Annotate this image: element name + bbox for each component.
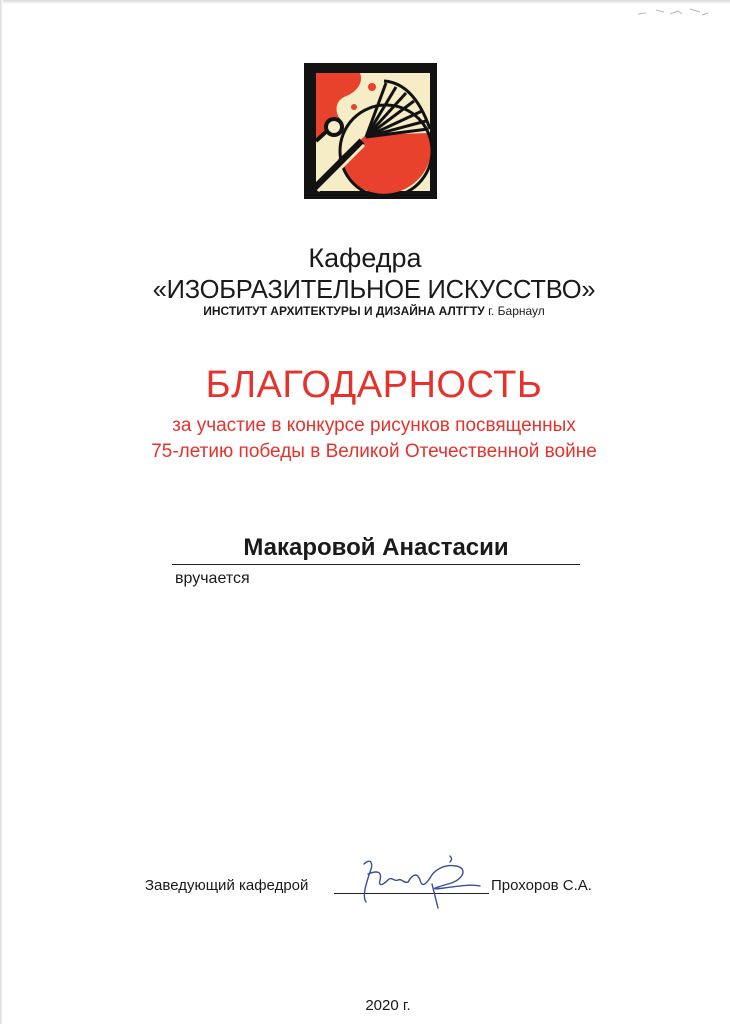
department-label: Кафедра — [308, 243, 422, 273]
signatory-name: Прохоров С.А. — [491, 877, 592, 894]
certificate-year: 2020 г. — [365, 997, 411, 1014]
awarded-label: вручается — [175, 570, 250, 587]
recipient-underline — [172, 564, 580, 565]
certificate-subtitle-line1: за участие в конкурсе рисунков посвященных — [172, 415, 576, 436]
city: г. Барнаул — [488, 304, 545, 318]
signatory-role: Заведующий кафедрой — [145, 877, 309, 894]
palette-and-brush-emblem-icon — [304, 63, 437, 199]
recipient-name: Макаровой Анастасии — [243, 534, 509, 561]
page-edge-shadow — [0, 0, 730, 4]
handwritten-signature — [348, 850, 488, 912]
department-name: «ИЗОБРАЗИТЕЛЬНОЕ ИСКУССТВО» — [152, 276, 596, 304]
scan-artifact-marks — [630, 6, 710, 18]
page-edge-shadow-left — [0, 0, 3, 1024]
institute-name: ИНСТИТУТ АРХИТЕКТУРЫ И ДИЗАЙНА АЛТГТУ — [203, 304, 485, 318]
certificate-title: БЛАГОДАРНОСТЬ — [205, 364, 543, 406]
institute-line — [0, 303, 730, 319]
certificate-subtitle-line2: 75-летию победы в Великой Отечественной войне — [151, 441, 597, 462]
